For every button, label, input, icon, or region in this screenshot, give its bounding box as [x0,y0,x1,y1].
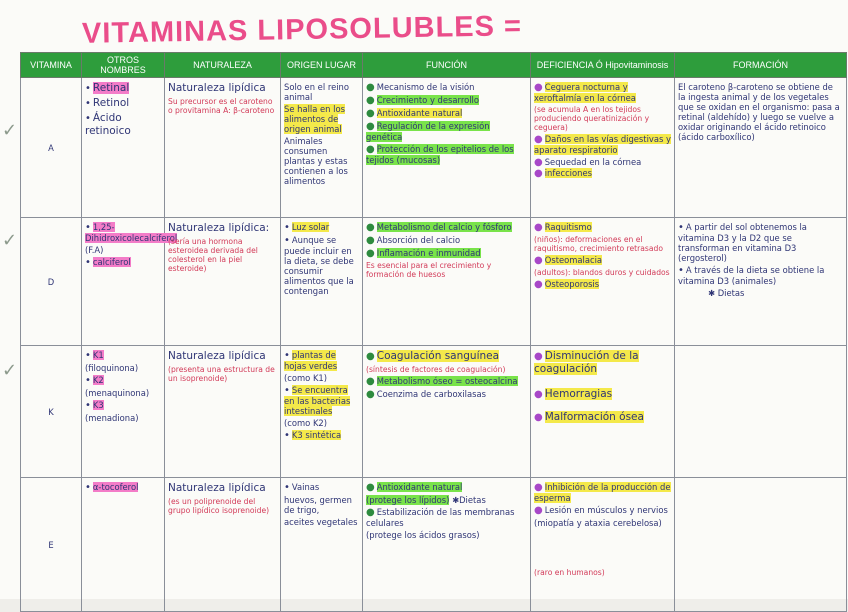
nature-note: (presenta una estructura de un isoprenoide) [168,365,275,383]
function-item: Coenzima de carboxilasas [376,389,486,399]
function-item: Metabolismo del calcio y fósforo [376,222,512,232]
deficiency-item: Lesión en músculos y nervios [544,505,668,515]
formation-item: Dietas [717,288,745,298]
row-vitamin-d [21,218,847,346]
origin-cell: • plantas de hojas verdes (como K1) • Se encuentra en las bacterias intestinales (como K2) • K3 sintética [281,346,363,478]
function-item: (protege los lípidos) [366,495,450,505]
name-item: K2 [92,375,104,385]
nature-text: Naturaleza lipídica: [168,222,270,234]
function-item: Inflamación e inmunidad [376,248,481,258]
name-item: K3 [92,400,104,410]
function-item: Estabilización de las membranas celulares [366,507,515,528]
function-item: (protege los ácidos grasos) [366,530,480,540]
name-item: Retinal [92,82,130,94]
name-item: (F.A) [85,245,104,255]
other-names-cell: • α-tocoferol [82,478,165,612]
vitamin-letter: A [21,78,82,218]
deficiency-item: Osteomalacia [544,255,603,265]
deficiency-note: (se acumula A en los tejidos produciendo queratinización y ceguera) [534,105,650,132]
row-vitamin-e [21,478,847,612]
row-vitamin-k [21,346,847,478]
nature-cell [165,78,281,218]
formation-cell [675,78,847,218]
header-formacion: FORMACIÓN [675,53,847,78]
origin-item: Se halla en los alimentos de origen animal [284,104,345,134]
function-item: Antioxidante natural [376,108,463,118]
formation-cell [675,478,847,612]
function-note: (síntesis de factores de coagulación) [366,365,506,374]
deficiency-cell: ● Raquitismo (niños): deformaciones en el raquitismo, crecimiento retrasado ● Osteomalacia (adultos): blandos duros y cuidados ● Osteoporosis [531,218,675,346]
deficiency-note: (niños): deformaciones en el raquitismo, crecimiento retrasado [534,235,664,253]
origin-item: Solo en el reino animal [284,82,349,102]
function-item: Regulación de la expresión genética [366,121,490,142]
function-cell: ● Mecanismo de la visión ● Crecimiento y desarrollo ● Antioxidante natural ● Regulación de la expresión genética ● Protección de los epitelios de los tejidos (mucosas) [363,78,531,218]
name-item: calciferol [92,257,131,267]
header-funcion: FUNCIÓN [363,53,531,78]
other-names-cell: • 1,25-Dihidroxicolecalciferol (F.A) • calciferol [82,218,165,346]
deficiency-item: Ceguera nocturna y xeroftalmía en la córnea [534,82,636,103]
deficiency-item: infecciones [544,168,592,178]
header-row [21,53,847,78]
vitamin-letter: K [21,346,82,478]
formation-item: A través de la dieta se obtiene la vitamina D3 (animales) [678,265,825,286]
function-item: Metabolismo óseo = osteocalcina [376,376,518,386]
function-item: Protección de los epitelios de los tejidos (mucosas) [366,144,514,165]
formation-item: A partir del sol obtenemos la vitamina D3 y la D2 que se transforman en vitamina D3 (ergosterol) [678,222,807,263]
origin-item: Animales consumen plantas y estas contienen a los alimentos [284,136,348,186]
origin-item: Vainas [291,482,320,492]
function-cell: ● Coagulación sanguínea (síntesis de factores de coagulación) ● Metabolismo óseo = osteocalcina ● Coenzima de carboxilasas [363,346,531,478]
check-mark-icon: ✓ [2,120,18,141]
function-item: Mecanismo de la visión [376,82,475,92]
vitamin-letter: D [21,218,82,346]
deficiency-item: Inhibición de la producción de esperma [534,482,671,503]
name-item: K1 [92,350,104,360]
name-item: (menaquinona) [85,388,150,398]
formation-cell [675,346,847,478]
origin-item: K3 sintética [291,430,342,440]
origin-item: (como K1) [284,373,328,383]
name-item: 1,25-Dihidroxicolecalciferol [85,222,178,243]
check-mark-icon: ✓ [2,360,18,381]
deficiency-item: Hemorragias [544,388,613,400]
deficiency-item: Daños en las vías digestivas y aparato respiratorio [534,134,671,155]
origin-cell [281,78,363,218]
deficiency-item: Sequedad en la córnea [544,157,642,167]
check-mark-icon: ✓ [2,230,18,251]
vitamins-table [20,52,847,612]
origin-cell: • Vainas huevos, germen de trigo, aceites vegetales [281,478,363,612]
origin-item: plantas de hojas verdes [284,350,338,371]
function-item: Antioxidante natural [376,482,463,492]
name-item: (menadiona) [85,413,139,423]
nature-note: Su precursor es el caroteno o provitamina A: β-caroteno [168,97,275,115]
function-cell: ● Metabolismo del calcio y fósforo ● Absorción del calcio ● Inflamación e inmunidad Es esencial para el crecimiento y formación de huesos [363,218,531,346]
function-item: Absorción del calcio [376,235,461,245]
nature-text: Naturaleza lipídica [168,482,266,494]
name-item: (filoquinona) [85,363,139,373]
origin-item: huevos, germen de trigo, [284,495,352,515]
deficiency-cell: ● Ceguera nocturna y xeroftalmía en la córnea (se acumula A en los tejidos produciendo queratinización y ceguera) ● Daños en las vías digestivas y aparato respiratorio ● Sequedad en la córnea ● infecciones [531,78,675,218]
header-deficiencia: DEFICIENCIA Ó Hipovitaminosis [531,53,675,78]
header-origen: ORIGEN LUGAR [281,53,363,78]
function-item: Crecimiento y desarrollo [376,95,479,105]
deficiency-item: Malformación ósea [544,411,644,423]
nature-cell [165,346,281,478]
nature-note: (es un poliprenoide del grupo lipídico isoprenoide) [168,497,270,515]
deficiency-item: Disminución de la coagulación [534,350,639,375]
deficiency-cell: ● Disminución de la coagulación ● Hemorragias ● Malformación ósea [531,346,675,478]
origin-cell: • Luz solar • Aunque se puede incluir en la dieta, se debe consumir alimentos que la contengan [281,218,363,346]
deficiency-note: (adultos): blandos duros y cuidados [534,268,670,277]
other-names-cell: • Retinal • Retinol • Ácido retinoico [82,78,165,218]
origin-item: aceites vegetales [284,517,358,527]
header-otros-nombres: OTROS NOMBRES [82,53,165,78]
nature-note: (sería una hormona esteroidea derivada del colesterol en la piel esteroide) [168,237,258,273]
nature-text: Naturaleza lipídica [168,82,266,94]
origin-item: (como K2) [284,418,328,428]
function-item: Dietas [459,495,486,505]
header-vitamina: VITAMINA [21,53,82,78]
origin-item: Aunque se puede incluir en la dieta, se debe consumir alimentos que la contengan [284,235,354,296]
origin-item: Se encuentra en las bacterias intestinales [284,385,351,416]
nature-cell [165,478,281,612]
origin-item: Luz solar [291,222,330,232]
name-item: α-tocoferol [92,482,139,492]
nature-text: Naturaleza lipídica [168,350,266,362]
function-note: Es esencial para el crecimiento y formación de huesos [366,261,492,279]
header-naturaleza: NATURALEZA [165,53,281,78]
function-item: Coagulación sanguínea [376,350,500,362]
other-names-cell: • K1 (filoquinona) • K2 (menaquinona) • K3 (menadiona) [82,346,165,478]
deficiency-item: Osteoporosis [544,279,600,289]
deficiency-note: (raro en humanos) [534,568,605,577]
formation-cell: • A partir del sol obtenemos la vitamina D3 y la D2 que se transforman en vitamina D3 (ergosterol) • A través de la dieta se obtiene la vitamina D3 (animales) ✱ Dietas [675,218,847,346]
vitamin-letter: E [21,478,82,612]
name-item: Ácido retinoico [85,112,131,137]
deficiency-cell: ● Inhibición de la producción de esperma ● Lesión en músculos y nervios (miopatía y ataxia cerebelosa) (raro en humanos) [531,478,675,612]
nature-cell [165,218,281,346]
formation-text: El caroteno β-caroteno se obtiene de la ingesta animal y de los vegetales que se oxidan en el organismo: pasa a retinal (aldehído) y luego se vuelve a oxidar originando el ácido retinoico (ácido carboxílico) [678,82,840,142]
deficiency-item: (miopatía y ataxia cerebelosa) [534,518,662,528]
page-title: VITAMINAS LIPOSOLUBLES = [81,10,523,50]
function-cell: ● Antioxidante natural (protege los lípidos) ✱Dietas ● Estabilización de las membranas celulares (protege los ácidos grasos) [363,478,531,612]
row-vitamin-a [21,78,847,218]
name-item: Retinol [92,97,130,109]
deficiency-item: Raquitismo [544,222,592,232]
